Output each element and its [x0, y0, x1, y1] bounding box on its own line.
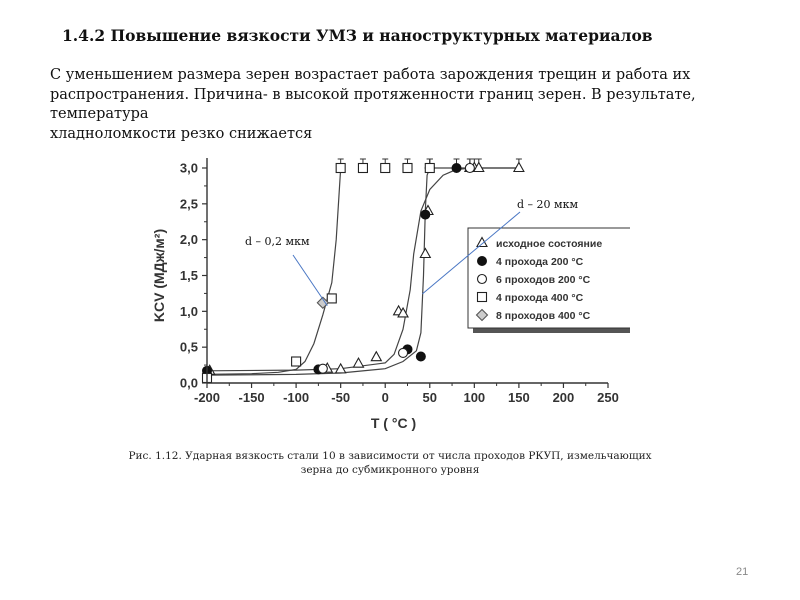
- y-tick-label: 1,5: [179, 268, 198, 283]
- annotation-leader: [293, 255, 327, 306]
- x-tick-label: 100: [463, 390, 486, 405]
- x-tick-label: 150: [508, 390, 530, 405]
- data-point: [425, 164, 434, 173]
- data-point: [399, 348, 408, 357]
- x-tick-label: -150: [238, 390, 265, 405]
- data-point: [353, 358, 363, 367]
- y-tick-label: 2,0: [179, 232, 198, 248]
- legend-label: 4 прохода 200 °C: [496, 256, 584, 268]
- data-point: [381, 164, 390, 173]
- data-point: [421, 210, 430, 219]
- legend-label: 8 проходов 400 °C: [496, 310, 591, 322]
- x-tick-label: 50: [422, 390, 438, 405]
- x-tick-label: -100: [283, 390, 310, 405]
- data-point: [452, 164, 461, 173]
- x-tick-label: -200: [193, 390, 221, 405]
- body-text: [50, 66, 780, 144]
- data-point: [336, 164, 345, 173]
- data-point: [318, 364, 327, 373]
- annotation-label-large-grain: d – 20 мкм: [517, 198, 579, 211]
- data-point: [420, 249, 430, 258]
- data-point: [292, 357, 301, 366]
- y-tick-label: 3,0: [179, 160, 198, 176]
- x-axis-title: T ( °C ): [370, 415, 417, 431]
- x-tick-label: 250: [597, 390, 619, 405]
- body-line: С уменьшением размера зерен возрастает работа зарождения трещин и работа их: [50, 67, 691, 83]
- legend-marker: [478, 275, 487, 284]
- y-tick-label: 1,0: [179, 303, 198, 319]
- slide-title: 1.4.2 Повышение вязкости УМЗ и наноструктурных материалов: [62, 26, 653, 45]
- toughness-chart: [150, 150, 630, 440]
- data-point: [327, 294, 336, 303]
- page-number: 21: [736, 566, 749, 578]
- x-tick-label: 0: [381, 390, 389, 405]
- caption-line: Рис. 1.12. Ударная вязкость стали 10 в зависимости от числа проходов РКУП, измельчающих: [128, 450, 652, 462]
- data-point: [358, 164, 367, 173]
- annotation-label-small-grain: d – 0,2 мкм: [245, 235, 310, 248]
- legend-marker: [478, 293, 487, 302]
- body-line: хладноломкости резко снижается: [50, 125, 313, 142]
- body-line: распространения. Причина- в высокой протяженности границ зерен. В результате, температура: [50, 86, 696, 122]
- legend: [468, 228, 630, 333]
- data-point: [465, 164, 474, 173]
- fit-curve-1: [207, 168, 341, 374]
- figure-caption: [100, 449, 680, 477]
- caption-line: зерна до субмикронного уровня: [300, 464, 480, 476]
- x-tick-label: -50: [331, 390, 351, 405]
- y-tick-label: 2,5: [179, 196, 198, 212]
- legend-label: исходное состояние: [496, 238, 603, 250]
- data-point: [403, 164, 412, 173]
- x-tick-label: 200: [552, 390, 575, 405]
- legend-label: 4 прохода 400 °C: [496, 292, 584, 304]
- y-axis-title: KCV (МДж/м²): [151, 228, 167, 323]
- legend-marker: [478, 257, 487, 266]
- y-tick-label: 0,0: [179, 375, 198, 391]
- data-point: [371, 352, 381, 361]
- data-point: [514, 163, 524, 172]
- data-point: [416, 352, 425, 361]
- y-tick-label: 0,5: [179, 339, 198, 355]
- legend-label: 6 проходов 200 °C: [496, 274, 591, 286]
